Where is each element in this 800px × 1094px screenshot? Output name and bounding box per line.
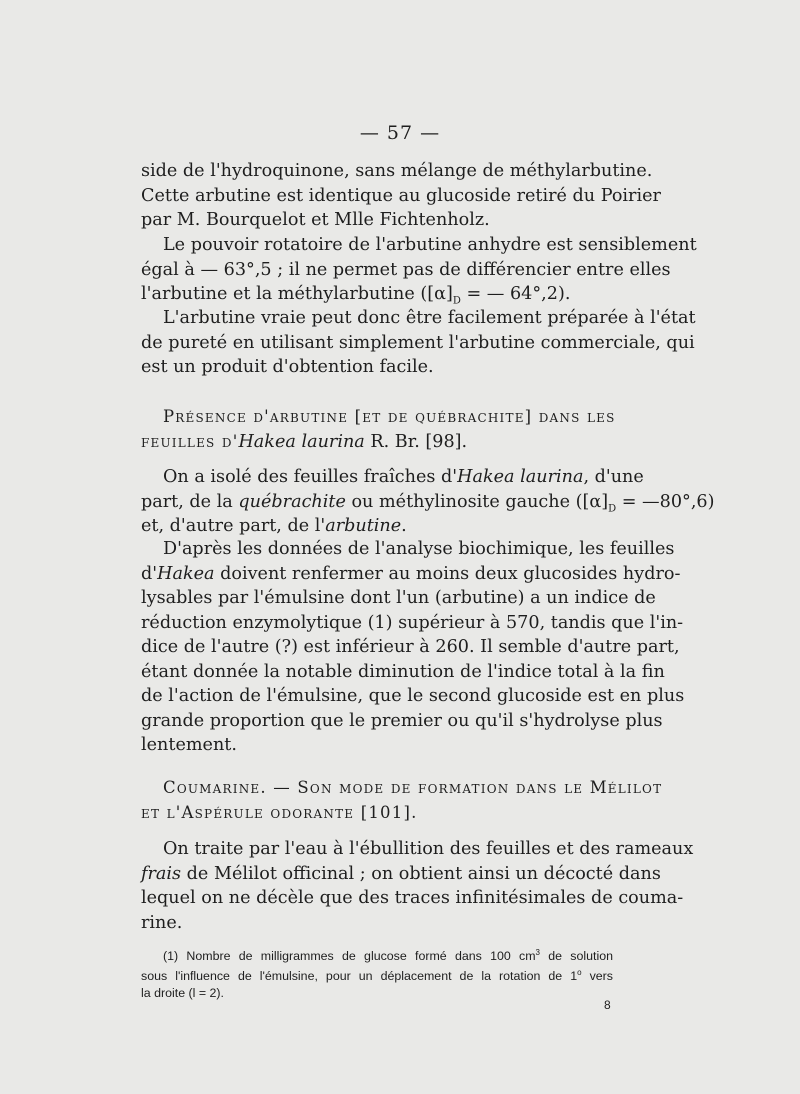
text-line: L'arbutine vraie peut donc être facilement préparée à l'état bbox=[163, 308, 696, 328]
text-line: réduction enzymolytique (1) supérieur à 570, tandis que l'in- bbox=[141, 612, 684, 633]
footnote bbox=[141, 943, 613, 1003]
text-line: D'après les données de l'analyse biochimique, les feuilles bbox=[163, 539, 675, 559]
text-line: étant donnée la notable diminution de l'indice total à la fin bbox=[141, 661, 665, 682]
paragraph-6 bbox=[141, 837, 694, 935]
footnote-line: sous l'influence de l'émulsine, pour un déplacement de la rotation de 1$^o$ vers bbox=[141, 968, 613, 984]
section-heading-arbutine bbox=[141, 405, 616, 454]
text-line: lequel on ne décèle que des traces infinitésimales de couma- bbox=[141, 888, 684, 908]
text-line: de pureté en utilisant simplement l'arbutine commerciale, qui bbox=[141, 332, 695, 353]
section-heading-coumarine bbox=[141, 776, 663, 825]
text-line: lysables par l'émulsine dont l'un (arbutine) a un indice de bbox=[141, 588, 656, 608]
text-line: Le pouvoir rotatoire de l'arbutine anhydre est sensiblement bbox=[163, 235, 697, 255]
text-line: On traite par l'eau à l'ébullition des feuilles et des rameaux bbox=[163, 839, 694, 859]
text-line: part, de la québrachite ou méthylinosite gauche ($[\alpha]_D$ = —80°,6) bbox=[141, 491, 715, 515]
paragraph-4 bbox=[141, 465, 715, 539]
page-number: — 57 — bbox=[359, 122, 441, 144]
text-line: Cette arbutine est identique au glucoside retiré du Poirier bbox=[141, 185, 661, 206]
footnote-line: la droite (l = 2). bbox=[141, 986, 224, 1000]
text-line: rine. bbox=[141, 912, 183, 933]
text-line: grande proportion que le premier ou qu'il s'hydrolyse plus bbox=[141, 710, 663, 731]
heading-line: et l'Aspérule odorante [101]. bbox=[141, 802, 418, 822]
text-line: de l'action de l'émulsine, que le second glucoside est en plus bbox=[141, 686, 685, 706]
paragraph-5 bbox=[141, 537, 685, 758]
paragraph-1 bbox=[141, 159, 661, 233]
heading-line: Coumarine. — Son mode de formation dans le Mélilot bbox=[163, 778, 663, 797]
text-line: On a isolé des feuilles fraîches d'Hakea laurina, d'une bbox=[163, 467, 644, 487]
text-line: d'Hakea doivent renfermer au moins deux glucosides hydro- bbox=[141, 563, 681, 584]
printer-signature-mark: 8 bbox=[604, 998, 611, 1012]
text-line: frais de Mélilot officinal ; on obtient ainsi un décocté dans bbox=[141, 863, 661, 884]
text-line: par M. Bourquelot et Mlle Fichtenholz. bbox=[141, 210, 490, 230]
heading-line: Présence d'arbutine [et de québrachite] dans les bbox=[163, 407, 616, 426]
text-line: est un produit d'obtention facile. bbox=[141, 357, 434, 377]
text-line: égal à — 63°,5 ; il ne permet pas de différencier entre elles bbox=[141, 259, 671, 280]
text-line: l'arbutine et la méthylarbutine ($[\alpha]_D$ = — 64°,2). bbox=[141, 284, 571, 307]
text-line: side de l'hydroquinone, sans mélange de méthylarbutine. bbox=[141, 161, 653, 181]
text-line: lentement. bbox=[141, 735, 237, 755]
paragraph-3 bbox=[141, 306, 696, 380]
text-line: et, d'autre part, de l'arbutine. bbox=[141, 516, 407, 536]
footnote-line: (1) Nombre de milligrammes de glucose formé dans 100 $cm^3$ de solution bbox=[163, 948, 614, 964]
heading-line: feuilles d'Hakea laurina R. Br. [98]. bbox=[141, 431, 468, 452]
text-line: dice de l'autre (?) est inférieur à 260. Il semble d'autre part, bbox=[141, 637, 680, 657]
paragraph-2 bbox=[141, 233, 697, 307]
